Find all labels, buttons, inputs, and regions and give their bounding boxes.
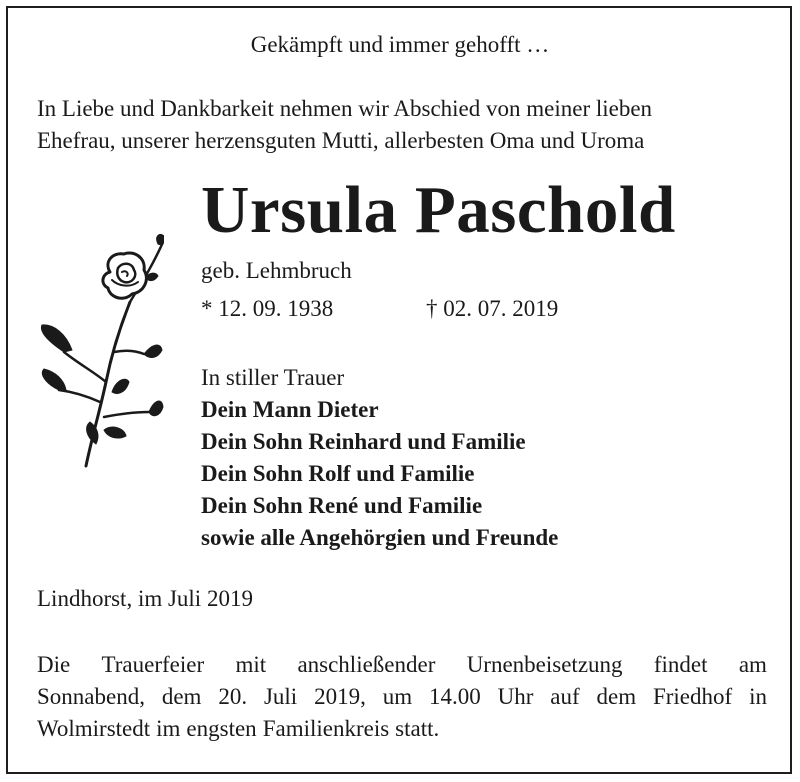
word: engsten [186,716,257,741]
intro-line-1: In Liebe und Dankbarkeit nehmen wir Abschied von meiner lieben [37,96,653,121]
mourners-block [201,362,558,554]
mourner-line: Dein Sohn René und Familie [201,493,483,518]
word: 14.00 [428,684,481,709]
mourner-line: Dein Sohn Reinhard und Familie [201,429,526,454]
word: Die [37,652,71,677]
word: am [738,652,767,677]
word: im [156,716,181,741]
mourner-line: Dein Mann Dieter [201,397,379,422]
word: 2019, [314,684,366,709]
word: findet [653,652,708,677]
word: auf [550,684,580,709]
ceremony-text [37,649,767,745]
word: Juli [263,684,298,709]
word: statt. [395,716,440,741]
place-date: Lindhorst, im Juli 2019 [37,586,253,611]
word: dem [161,684,202,709]
rose-icon [34,232,164,472]
word: Urnenbeisetzung [466,652,623,677]
word: um [382,684,413,709]
birth-name: geb. Lehmbruch [201,258,352,283]
intro-line-2: Ehefrau, unserer herzensguten Mutti, allerbesten Oma und Uroma [37,128,645,153]
word: anschließender [297,652,436,677]
word: in [749,684,767,709]
mourner-line: Dein Sohn Rolf und Familie [201,461,475,486]
word: 20. [218,684,248,709]
mourner-line: sowie alle Angehörgien und Freunde [201,525,559,550]
intro-text [37,93,652,157]
mourners-heading: In stiller Trauer [201,365,345,390]
word: Uhr [497,684,534,709]
motto: Gekämpft und immer gehofft … [250,32,550,57]
deceased-name: Ursula Paschold [201,173,676,247]
death-date: † 02. 07. 2019 [426,296,559,321]
ceremony-line-1 [37,649,767,681]
word: Friedhof [652,684,733,709]
word: Sonnabend, [37,684,145,709]
ceremony-line-2 [37,681,767,713]
word: Familienkreis [262,716,390,741]
ceremony-line-3 [37,713,767,745]
word: Trauerfeier [101,652,205,677]
word: dem [596,684,637,709]
word: Wolmirstedt [37,716,151,741]
word: mit [235,652,267,677]
birth-date: * 12. 09. 1938 [201,296,334,321]
